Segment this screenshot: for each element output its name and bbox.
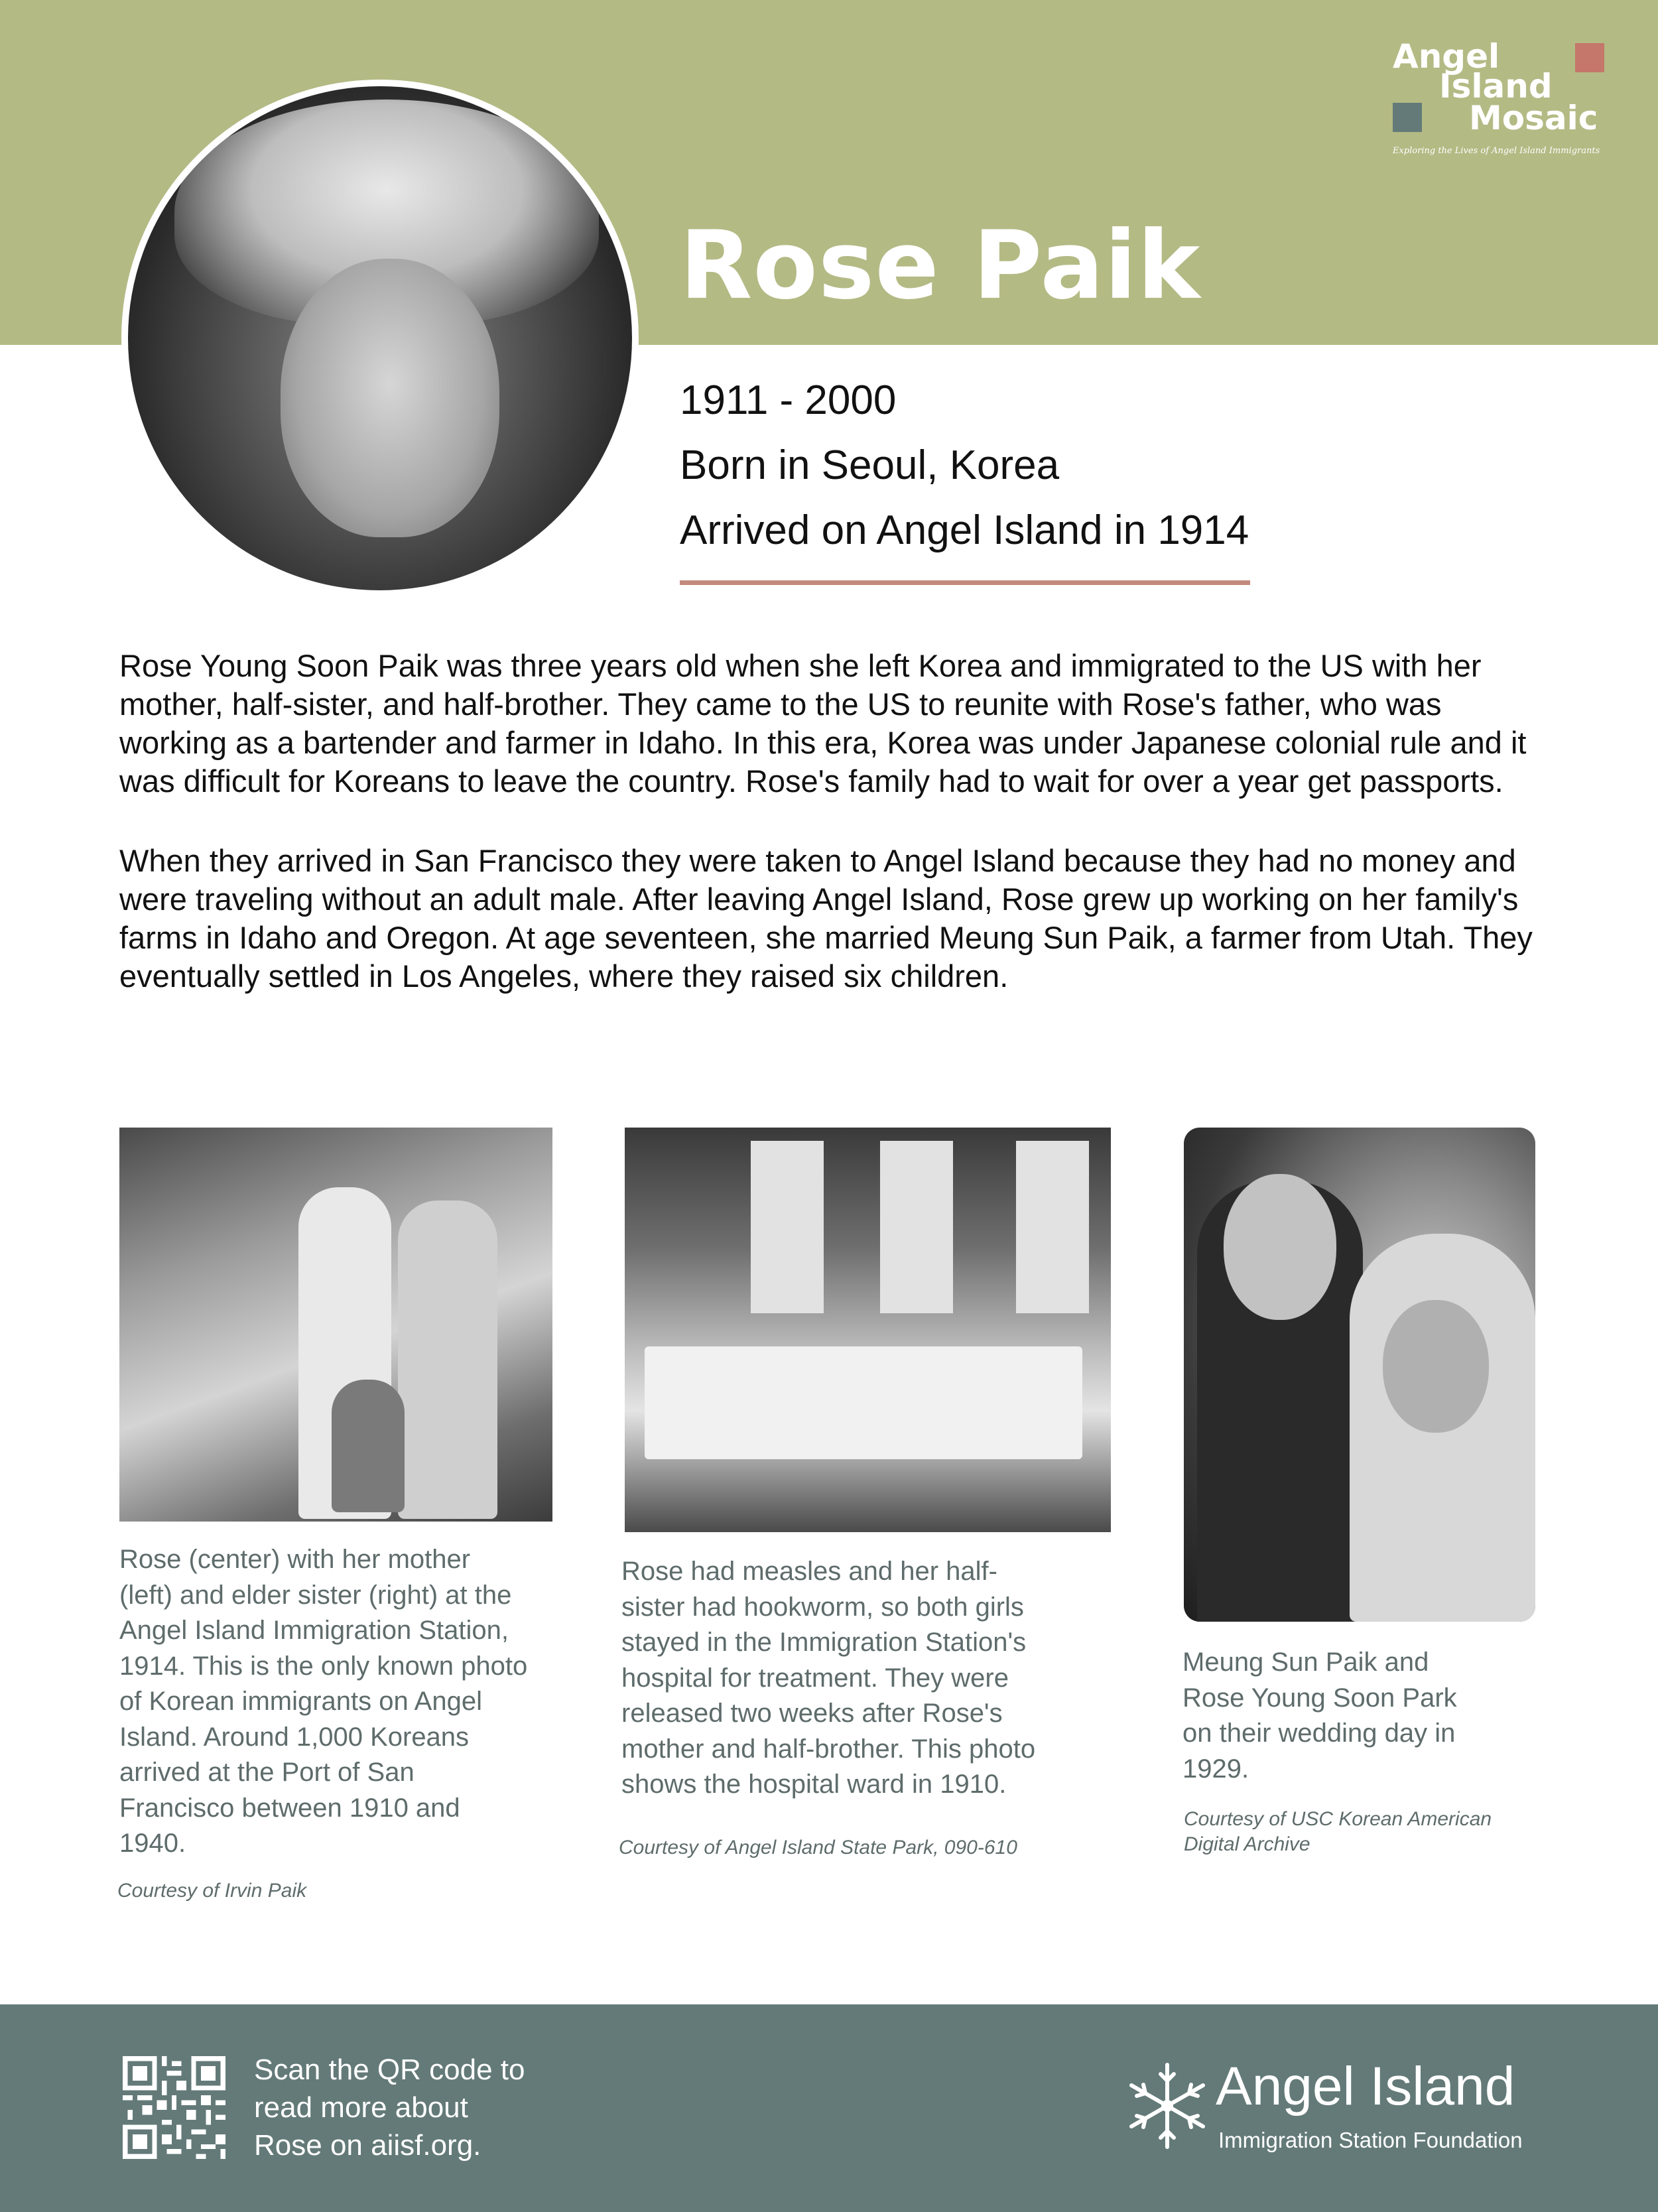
logo-square-slate [1393, 103, 1422, 132]
groom-face [1224, 1174, 1336, 1320]
qr-code-icon[interactable] [123, 2056, 225, 2159]
qr-line-3[interactable]: Rose on aiisf.org. [254, 2129, 481, 2162]
portrait-face [281, 259, 499, 537]
caption-1-line-9: 1940. [119, 1829, 186, 1858]
credit-3-line-2: Digital Archive [1184, 1833, 1310, 1855]
credit-photo-1: Courtesy of Irvin Paik [117, 1880, 307, 1902]
logo-square-accent [1575, 43, 1604, 72]
logo-word-1: Angel [1393, 37, 1500, 76]
credit-photo-2: Courtesy of Angel Island State Park, 090-610 [619, 1837, 1017, 1858]
caption-photo-2 [621, 1554, 1112, 1803]
logo-tagline: Exploring the Lives of Angel Island Immigrants [1393, 146, 1600, 156]
ward-beds [645, 1346, 1082, 1459]
caption-2-line-3: stayed in the Immigration Station's [621, 1628, 1027, 1657]
aiisf-logo [1121, 2056, 1545, 2166]
hospital-ward-photo [625, 1128, 1111, 1532]
org-subtitle: Immigration Station Foundation [1218, 2128, 1523, 2152]
bride-face [1383, 1300, 1489, 1433]
caption-1-line-7: arrived at the Port of San [119, 1758, 414, 1787]
qr-instructions [254, 2051, 525, 2164]
wedding-photo-1929 [1184, 1128, 1535, 1622]
caption-1-line-8: Francisco between 1910 and [119, 1793, 460, 1823]
credit-photo-3 [1184, 1807, 1492, 1857]
qr-line-2: read more about [254, 2091, 468, 2124]
qr-line-1: Scan the QR code to [254, 2053, 525, 2086]
caption-3-line-3: on their wedding day in [1182, 1719, 1456, 1748]
caption-2-line-2: sister had hookworm, so both girls [621, 1592, 1024, 1622]
credit-3-line-1: Courtesy of USC Korean American [1184, 1808, 1492, 1830]
caption-photo-1 [119, 1542, 584, 1862]
bio-paragraph-1: Rose Young Soon Paik was three years old when she left Korea and immigrated to the US with her mother, half-sister, and half-brother. They came to the US to reunite with Rose's father, who was working as a bartender and farmer in Idaho. In this era, Korea was under Japanese colonial rule and it was difficult for Koreans to leave the country. Rose's family had to wait for over a year get passports. [119, 648, 1527, 799]
caption-photo-3 [1182, 1645, 1554, 1787]
caption-3-line-2: Rose Young Soon Park [1182, 1683, 1457, 1713]
caption-3-line-4: 1929. [1182, 1754, 1249, 1784]
life-years: 1911 - 2000 [680, 377, 897, 423]
birthplace: Born in Seoul, Korea [680, 442, 1060, 488]
biography [119, 647, 1539, 1037]
portrait-photo [121, 80, 639, 597]
logo-word-2: Island [1439, 67, 1553, 105]
caption-2-line-7: shows the hospital ward in 1910. [621, 1770, 1007, 1799]
ward-window-3 [1016, 1141, 1089, 1313]
facts-divider [680, 580, 1250, 585]
caption-3-line-1: Meung Sun Paik and [1182, 1648, 1429, 1677]
snowflake-logo-icon [1121, 2059, 1214, 2152]
ward-window-1 [751, 1141, 824, 1313]
rose-child-figure [332, 1380, 405, 1512]
caption-1-line-4: 1914. This is the only known photo [119, 1651, 528, 1681]
arrival-year: Arrived on Angel Island in 1914 [680, 507, 1249, 553]
caption-1-line-3: Angel Island Immigration Station, [119, 1616, 509, 1645]
caption-1-line-5: of Korean immigrants on Angel [119, 1687, 482, 1716]
bio-paragraph-2: When they arrived in San Francisco they were taken to Angel Island because they had no money and were traveling without an adult male. After leaving Angel Island, Rose grew up working on her family's farms in Idaho and Oregon. At age seventeen, she married Meung Sun Paik, a farmer from Utah. They eventually settled in Los Angeles, where they raised six children. [119, 843, 1533, 994]
angel-island-mosaic-logo [1393, 36, 1612, 163]
caption-1-line-1: Rose (center) with her mother [119, 1545, 471, 1574]
caption-1-line-6: Island. Around 1,000 Koreans [119, 1722, 470, 1752]
org-name: Angel Island [1216, 2056, 1515, 2116]
caption-1-line-2: (left) and elder sister (right) at the [119, 1580, 512, 1610]
page-title: Rose Paik [680, 211, 1201, 320]
logo-word-3: Mosaic [1469, 99, 1598, 137]
caption-2-line-6: mother and half-brother. This photo [621, 1734, 1036, 1764]
ward-window-2 [880, 1141, 953, 1313]
facts-block [680, 368, 1249, 563]
family-photo-1914 [119, 1128, 552, 1522]
caption-2-line-1: Rose had measles and her half- [621, 1557, 997, 1586]
caption-2-line-5: released two weeks after Rose's [621, 1699, 1003, 1728]
caption-2-line-4: hospital for treatment. They were [621, 1663, 1009, 1693]
sister-figure [398, 1201, 497, 1519]
